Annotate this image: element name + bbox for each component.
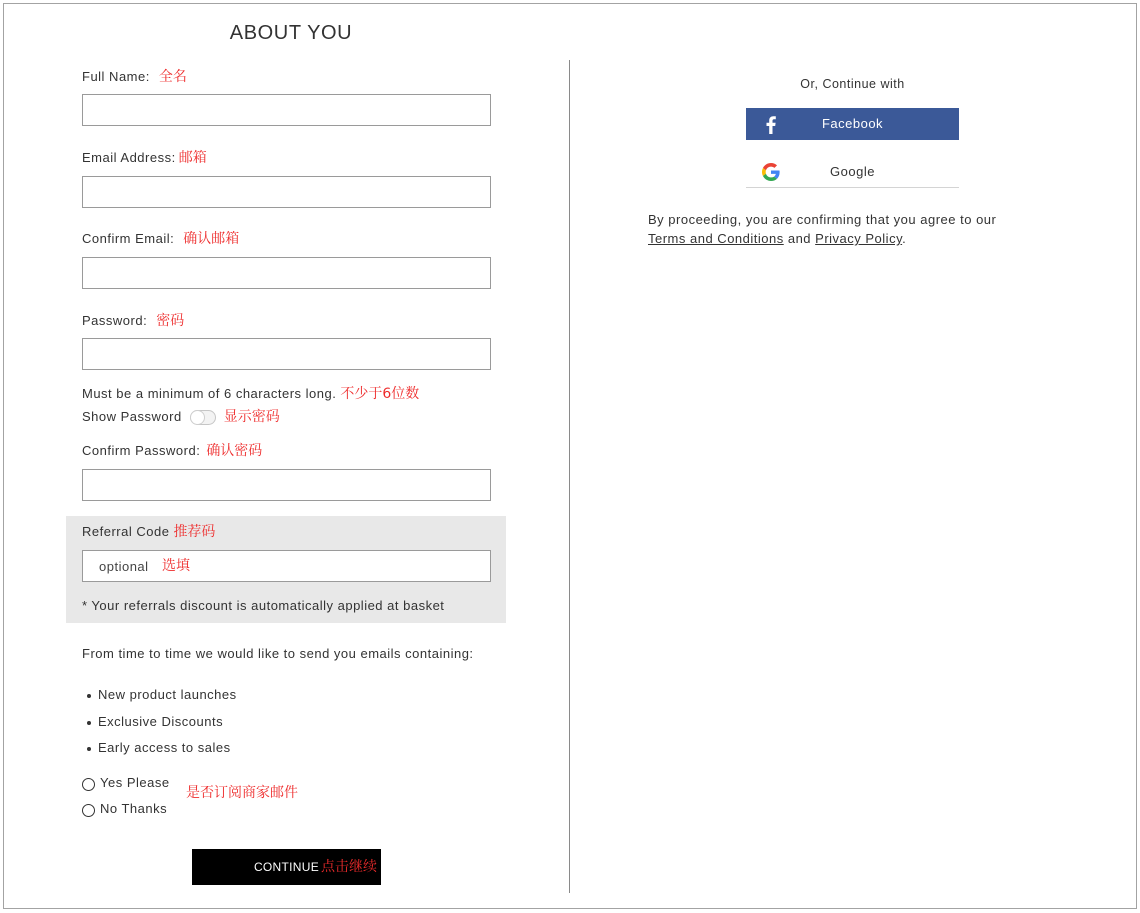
consent-intro: By proceeding, you are confirming that you agree to our xyxy=(648,212,997,227)
consent-text xyxy=(648,210,996,248)
confirm-password-annotation: 确认密码 xyxy=(206,443,263,459)
list-item: New product launches xyxy=(82,687,237,703)
facebook-login-label[interactable]: Facebook xyxy=(821,116,884,131)
confirm-email-annotation: 确认邮箱 xyxy=(183,231,240,247)
show-password-annotation: 显示密码 xyxy=(223,409,280,425)
continue-button-label[interactable]: CONTINUE xyxy=(253,860,320,874)
radio-no-thanks[interactable] xyxy=(82,800,167,817)
consent-end: . xyxy=(902,231,907,246)
confirm-password-input[interactable] xyxy=(82,469,491,501)
password-hint xyxy=(82,385,419,403)
toggle-knob[interactable] xyxy=(191,411,204,424)
continue-button[interactable] xyxy=(192,849,381,885)
email-label-text: Email Address: xyxy=(82,150,176,165)
confirm-email-label-text: Confirm Email: xyxy=(82,231,175,246)
show-password-row xyxy=(82,408,280,426)
confirm-password-label-text: Confirm Password: xyxy=(82,443,201,458)
google-login-button[interactable] xyxy=(746,156,959,188)
radio-yes-please-circle[interactable] xyxy=(82,778,95,791)
google-login-label[interactable]: Google xyxy=(830,164,875,179)
radio-yes-please[interactable] xyxy=(82,774,170,791)
radio-no-thanks-label[interactable]: No Thanks xyxy=(100,800,168,816)
continue-annotation: 点击继续 xyxy=(321,859,377,875)
google-icon xyxy=(762,163,780,181)
marketing-intro: From time to time we would like to send you emails containing: xyxy=(82,646,474,661)
password-label-text: Password: xyxy=(82,313,148,328)
password-label xyxy=(82,312,184,330)
referral-code-label-text: Referral Code xyxy=(82,524,170,539)
password-hint-annotation: 不少于6位数 xyxy=(340,386,420,402)
password-hint-text: Must be a minimum of 6 characters long. xyxy=(82,386,337,401)
referral-panel xyxy=(66,516,506,623)
facebook-icon xyxy=(759,112,783,136)
subscribe-annotation: 是否订阅商家邮件 xyxy=(186,785,298,801)
radio-yes-please-label[interactable]: Yes Please xyxy=(100,774,170,790)
referral-code-label xyxy=(82,523,215,541)
referral-placeholder-annotation: 选填 xyxy=(162,558,190,574)
facebook-login-button[interactable] xyxy=(746,108,959,140)
confirm-email-input[interactable] xyxy=(82,257,491,289)
benefits-list xyxy=(82,687,237,767)
full-name-input[interactable] xyxy=(82,94,491,126)
show-password-toggle[interactable] xyxy=(190,410,216,425)
radio-no-thanks-circle[interactable] xyxy=(82,804,95,817)
referral-code-input[interactable] xyxy=(82,550,491,582)
consent-links-line xyxy=(648,229,996,248)
show-password-label: Show Password xyxy=(82,409,182,424)
list-item: Exclusive Discounts xyxy=(82,714,237,730)
referral-code-annotation: 推荐码 xyxy=(173,524,216,540)
social-heading: Or, Continue with xyxy=(800,77,905,91)
list-item: Early access to sales xyxy=(82,740,237,756)
email-input[interactable] xyxy=(82,176,491,208)
full-name-label xyxy=(82,68,187,86)
privacy-policy-link[interactable]: Privacy Policy xyxy=(815,231,903,246)
consent-connector: and xyxy=(783,231,816,246)
full-name-label-text: Full Name: xyxy=(82,69,150,84)
confirm-password-label xyxy=(82,442,262,460)
referral-note: * Your referrals discount is automatically applied at basket xyxy=(82,598,445,613)
password-annotation: 密码 xyxy=(156,313,185,329)
page-title: ABOUT YOU xyxy=(229,22,353,44)
terms-link[interactable]: Terms and Conditions xyxy=(648,231,784,246)
password-input[interactable] xyxy=(82,338,491,370)
column-divider xyxy=(569,60,570,893)
email-label xyxy=(82,149,207,167)
email-annotation: 邮箱 xyxy=(178,150,207,166)
confirm-email-label xyxy=(82,230,239,248)
full-name-annotation: 全名 xyxy=(158,69,187,85)
